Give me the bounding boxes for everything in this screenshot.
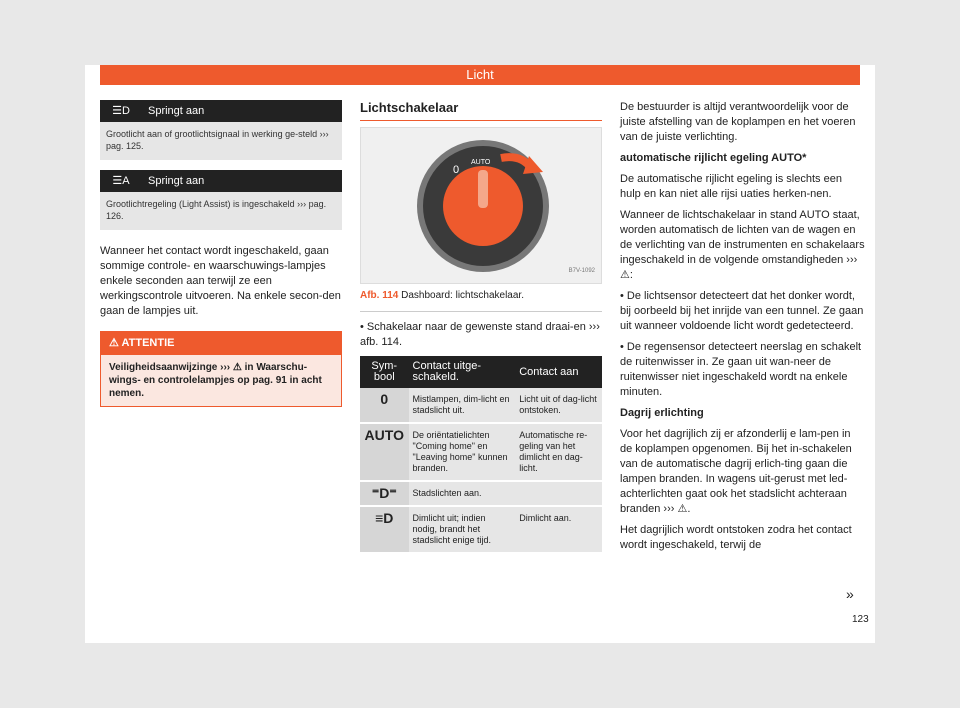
symbol-cell: 0 [360, 388, 409, 423]
caption-number: Afb. 114 [360, 290, 399, 301]
column-left [100, 100, 342, 407]
table-row [360, 388, 602, 423]
on-cell: Automatische re-geling van het dimlicht en dag-licht. [515, 423, 602, 481]
paragraph: Voor het dagrijlich zij er afzonderlij e lam-pen in de koplampen opgenomen. Bij het in-schakelen van de automatische dagrij erlich-ting gaan die lampen branden. In wagens uit-gerust met led-achterlichten gaat ook het stadslicht achteraan branden ››› ⚠. [620, 428, 852, 515]
switch-table [360, 356, 602, 554]
symbol-cell: ≡D [360, 506, 409, 553]
off-cell: Stadslichten aan. [409, 481, 516, 506]
th-on: Contact aan [515, 356, 602, 388]
indicator-header-2 [100, 170, 342, 192]
off-cell: Dimlicht uit; indien nodig, brandt het stadslicht enige tijd. [409, 506, 516, 553]
table-row [360, 481, 602, 506]
symbol-cell: ⁼D⁼ [360, 481, 409, 506]
light-switch-illustration [361, 128, 601, 283]
table-row [360, 423, 602, 481]
subheading: Dagrij erlichting [620, 407, 704, 419]
paragraph: De bestuurder is altijd verantwoordelijk voor de juiste afstelling van de koplampen en het voeren van de juiste verlichting. [620, 101, 856, 143]
table-header-row [360, 356, 602, 388]
attention-body: Veiligheidsaanwijzinge ››› ⚠ in Waarschu-wings- en controlelampjes op pag. 91 in acht nemen. [101, 355, 341, 406]
caption-text: Dashboard: lichtschakelaar. [401, 290, 524, 301]
symbol-cell: AUTO [360, 423, 409, 481]
paragraph: De automatische rijlicht egeling is slechts een hulp en kan niet alle rijsi uaties herken-nen. [620, 173, 842, 200]
indicator-label: Springt aan [148, 174, 205, 187]
subheading: automatische rijlicht egeling AUTO* [620, 152, 807, 164]
light-assist-icon: ☰A [112, 174, 130, 187]
high-beam-icon: ☰D [112, 104, 130, 117]
attention-box [100, 331, 342, 407]
th-off: Contact uitge-schakeld. [409, 356, 516, 388]
table-row [360, 506, 602, 553]
bullet-item: • De lichtsensor detecteert dat het donker wordt, bij oorbeeld bij het inrijde van een tunnel. Ze gaan uit wanneer voldoende licht wordt gedetecteerd. [620, 290, 864, 332]
indicator-desc-1: Grootlicht aan of grootlichtsignaal in werking ge-steld ››› pag. 125. [100, 122, 342, 160]
column-right [620, 100, 865, 559]
indicator-header-1 [100, 100, 342, 122]
on-cell: Licht uit of dag-licht ontstoken. [515, 388, 602, 423]
continue-mark: » [846, 586, 854, 602]
off-cell: De oriëntatielichten "Coming home" en "Leaving home" kunnen branden. [409, 423, 516, 481]
svg-text:0: 0 [453, 164, 460, 176]
off-cell: Mistlampen, dim-licht en stadslicht uit. [409, 388, 516, 423]
attention-header: ⚠ ATTENTIE [101, 332, 341, 355]
indicator-desc-2: Grootlichtregeling (Light Assist) is ingeschakeld ››› pag. 126. [100, 192, 342, 230]
section-title: Lichtschakelaar [360, 100, 602, 121]
svg-text:AUTO: AUTO [471, 159, 491, 166]
paragraph: Wanneer de lichtschakelaar in stand AUTO staat, worden automatisch de lichten van de wagen en de verlichting van de instrumenten en schakelaars ingeschakeld in de volgende omstandigheden ››› ⚠: [620, 209, 865, 281]
paragraph: Het dagrijlich wordt ontstoken zodra het contact wordt ingeschakeld, terwij de [620, 524, 852, 551]
bullet-item: • De regensensor detecteert neerslag en schakelt de ruitenwisser in. Ze gaan uit wan-neer de ruitenwisser niet ingeschakeld wordt na enkele minuten. [620, 341, 862, 398]
figure-light-switch [360, 127, 602, 284]
figure-caption [360, 284, 602, 312]
on-cell [515, 481, 602, 506]
page-number: 123 [852, 614, 869, 625]
on-cell: Dimlicht aan. [515, 506, 602, 553]
column-middle [360, 100, 602, 554]
th-symbol: Sym-bool [360, 356, 409, 388]
indicator-label: Springt aan [148, 104, 205, 117]
intro-paragraph: Wanneer het contact wordt ingeschakeld, gaan sommige controle- en waarschuwings-lampjes enkele seconden aan terwijl ze een werkingscontrole uitvoeren. Na enkele secon-den gaan de lampjes uit. [100, 245, 341, 317]
instruction-bullet: • Schakelaar naar de gewenste stand draai-en ››› afb. 114. [360, 321, 600, 348]
section-banner: Licht [100, 65, 860, 85]
figure-id: B7V-1092 [568, 268, 595, 274]
